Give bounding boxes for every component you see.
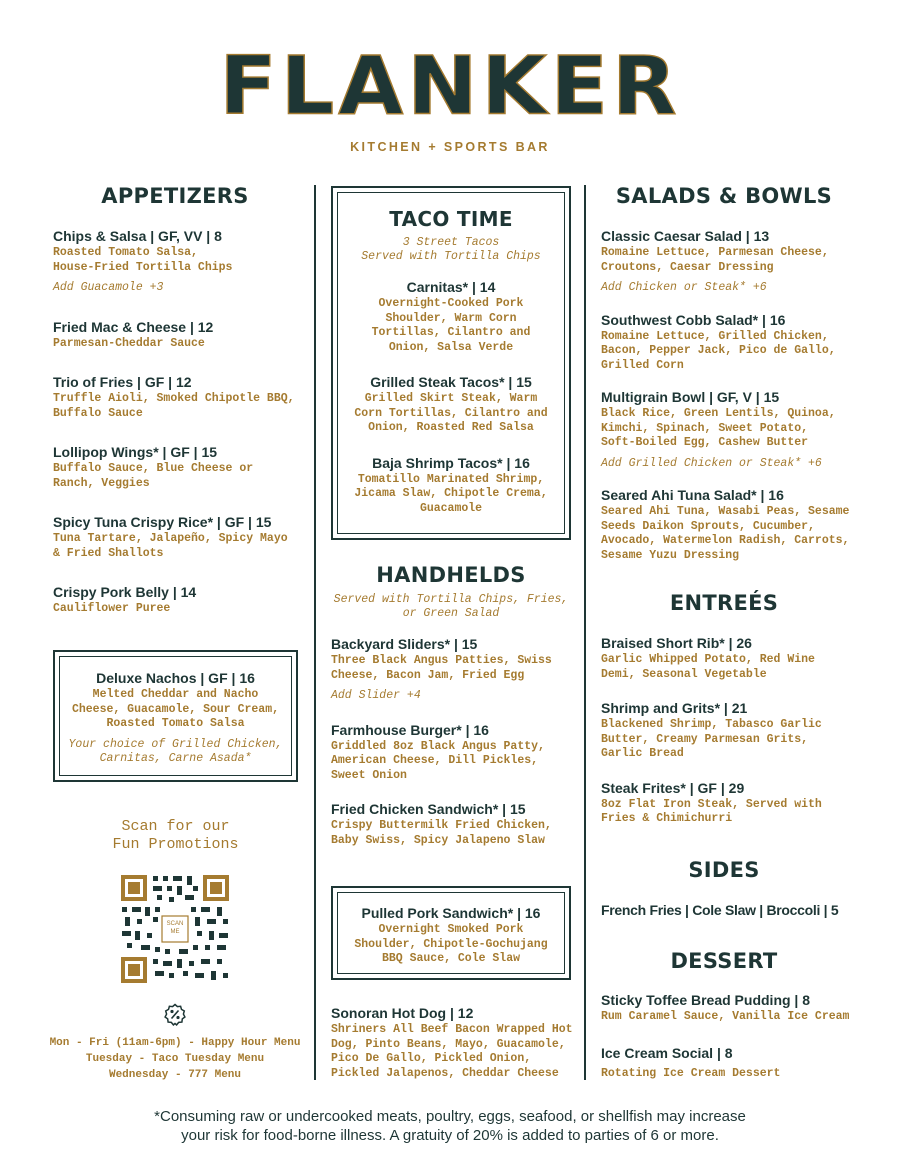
item-description: Romaine Lettuce, Parmesan Cheese, Croutons, Caesar Dressing (601, 246, 829, 274)
column-divider-right (584, 185, 586, 1080)
handhelds-heading: HANDHELDS (376, 563, 526, 587)
pulled-pork-box (331, 886, 571, 980)
item-description: Cauliflower Puree (53, 602, 171, 615)
item-description: Rotating Ice Cream Dessert (601, 1066, 781, 1080)
item-title: Braised Short Rib* | 26 (601, 635, 752, 651)
item-title: Chips & Salsa | GF, VV | 8 (53, 228, 222, 244)
menu-item (601, 699, 851, 762)
qr-center-label: SCAN ME (166, 921, 184, 935)
item-addon: Add Chicken or Steak* +6 (601, 281, 767, 294)
item-title: Trio of Fries | GF | 12 (53, 374, 192, 390)
promo-line: Tuesday - Taco Tuesday Menu (85, 1053, 265, 1065)
item-title: Deluxe Nachos | GF | 16 (96, 670, 255, 686)
entrees-heading: ENTREÉS (669, 591, 779, 615)
item-description: Truffle Aioli, Smoked Chipotle BBQ, Buffalo Sauce (53, 392, 295, 420)
handhelds-section (331, 562, 571, 848)
item-description: Tuna Tartare, Jalapeño, Spicy Mayo & Fried Shallots (53, 532, 288, 560)
item-title: Southwest Cobb Salad* | 16 (601, 311, 786, 328)
item-description: Garlic Whipped Potato, Red Wine Demi, Seasonal Vegetable (601, 653, 815, 681)
item-description: 8oz Flat Iron Steak, Served with Fries & Chimichurri (601, 797, 822, 825)
item-title: Seared Ahi Tuna Salad* | 16 (601, 487, 784, 503)
dessert-section (601, 948, 851, 1081)
menu-item (53, 443, 303, 491)
item-title: Lollipop Wings* | GF | 15 (53, 444, 218, 460)
item-title: Farmhouse Burger* | 16 (331, 721, 489, 738)
item-title: Pulled Pork Sandwich* | 16 (361, 905, 541, 921)
dessert-heading: DESSERT (670, 949, 778, 973)
item-addon: Add Grilled Chicken or Steak* +6 (601, 456, 822, 470)
column-divider-left (314, 185, 316, 1080)
taco-time-heading: TACO TIME (389, 207, 513, 231)
item-title: Classic Caesar Salad | 13 (601, 228, 770, 244)
menu-item (333, 278, 569, 355)
menu-item (331, 635, 571, 704)
item-description: Black Rice, Green Lentils, Quinoa, Kimchi, Spinach, Sweet Potato, Soft-Boiled Egg, Cashew Butter (601, 407, 836, 449)
brand-tagline: KITCHEN + SPORTS BAR (350, 140, 550, 154)
item-description: Blackened Shrimp, Tabasco Garlic Butter, Creamy Parmesan Grits, Garlic Bread (601, 718, 822, 760)
menu-item (333, 454, 569, 517)
handhelds-subtitle: Served with Tortilla Chips, Fries, or Green Salad (333, 593, 569, 620)
item-description: Romaine Lettuce, Grilled Chicken, Bacon, Pepper Jack, Pico de Gallo, Grilled Corn (601, 329, 836, 372)
sides-section (601, 857, 851, 919)
item-description: Roasted Tomato Salsa, House-Fried Tortilla Chips (53, 246, 233, 274)
menu-item (331, 1004, 576, 1081)
nachos-feature-box (53, 650, 298, 782)
brand-header (0, 39, 900, 154)
item-description: Griddled 8oz Black Angus Patty, American Cheese, Dill Pickles, Sweet Onion (331, 739, 545, 782)
item-title: Sticky Toffee Bread Pudding | 8 (601, 992, 811, 1008)
menu-item (601, 779, 851, 827)
item-description: Overnight-Cooked Pork Shoulder, Warm Corn Tortillas, Cilantro and Onion, Salsa Verde (371, 297, 531, 354)
item-title: Shrimp and Grits* | 21 (601, 700, 748, 716)
salads-heading: SALADS & BOWLS (615, 184, 833, 208)
menu-item (53, 513, 303, 561)
menu-item (601, 388, 851, 471)
item-title: Fried Mac & Cheese | 12 (53, 318, 214, 335)
item-title: Carnitas* | 14 (406, 279, 496, 295)
item-description: Seared Ahi Tuna, Wasabi Peas, Sesame Seeds Daikon Sprouts, Cucumber, Avocado, Watermelon Radish, Carrots, Sesame Yuzu Dressing (601, 505, 850, 562)
menu-item (601, 486, 851, 563)
promo-line: Mon - Fri (11am-6pm) - Happy Hour Menu (49, 1037, 301, 1049)
menu-item (53, 227, 303, 296)
item-title: Ice Cream Social | 8 (601, 1044, 733, 1061)
taco-time-subtitle: 3 Street Tacos Served with Tortilla Chips (361, 236, 541, 263)
item-description: Shriners All Beef Bacon Wrapped Hot Dog, Pinto Beans, Mayo, Guacamole, Pico De Gallo, Pickled Onion, Pickled Jalapenos, Cheddar Cheese (331, 1023, 573, 1080)
item-title: Steak Frites* | GF | 29 (601, 779, 745, 796)
item-title: Multigrain Bowl | GF, V | 15 (601, 389, 780, 405)
item-description: Crispy Buttermilk Fried Chicken, Baby Swiss, Spicy Jalapeno Slaw (331, 819, 552, 847)
menu-item (601, 311, 851, 374)
menu-item (601, 991, 851, 1025)
item-description: Grilled Skirt Steak, Warm Corn Tortillas, Cilantro and Onion, Roasted Red Salsa (354, 392, 548, 434)
entrees-section (601, 590, 851, 827)
item-title: Baja Shrimp Tacos* | 16 (372, 454, 530, 471)
item-description: Melted Cheddar and Nacho Cheese, Guacamole, Sour Cream, Roasted Tomato Salsa (71, 688, 280, 730)
percent-badge-icon (163, 1003, 187, 1027)
item-description: Overnight Smoked Pork Shoulder, Chipotle-Gochujang BBQ Sauce, Cole Slaw (354, 923, 548, 965)
item-title: Crispy Pork Belly | 14 (53, 584, 197, 600)
appetizers-section (53, 183, 303, 617)
menu-item (331, 721, 571, 784)
menu-item (601, 634, 851, 682)
brand-logo: FLANKER (219, 39, 681, 133)
item-addon: Your choice of Grilled Chicken, Carnitas, Carne Asada* (68, 737, 283, 765)
sides-line: French Fries | Cole Slaw | Broccoli | 5 (601, 902, 839, 918)
footer-disclaimer: *Consuming raw or undercooked meats, poultry, eggs, seafood, or shellfish may increase your risk for food-borne illness. A gratuity of 20% is added to parties of 6 or more. (154, 1108, 746, 1144)
item-description: Buffalo Sauce, Blue Cheese or Ranch, Veggies (53, 462, 254, 490)
menu-item (333, 373, 569, 436)
item-title: Spicy Tuna Crispy Rice* | GF | 15 (53, 514, 272, 530)
promo-line: Wednesday - 777 Menu (108, 1069, 242, 1081)
item-description: Rum Caramel Sauce, Vanilla Ice Cream (601, 1010, 850, 1023)
item-addon: Add Slider +4 (331, 689, 421, 702)
menu-item (53, 373, 303, 421)
qr-code[interactable] (119, 873, 231, 985)
sides-heading: SIDES (688, 858, 760, 882)
item-description: Parmesan-Cheddar Sauce (53, 336, 205, 350)
item-title: Grilled Steak Tacos* | 15 (370, 374, 532, 390)
item-description: Three Black Angus Patties, Swiss Cheese, Bacon Jam, Fried Egg (331, 654, 552, 682)
menu-item (53, 318, 303, 352)
appetizers-heading: APPETIZERS (101, 184, 249, 208)
promo-scan-text: Scan for our Fun Promotions (112, 818, 239, 853)
item-description: Tomatillo Marinated Shrimp, Jicama Slaw, Chipotle Crema, Guacamole (354, 472, 548, 515)
item-title: Sonoran Hot Dog | 12 (331, 1005, 474, 1021)
promo-schedule (40, 1035, 310, 1083)
menu-item (53, 583, 303, 617)
item-title: Fried Chicken Sandwich* | 15 (331, 801, 526, 817)
menu-item (331, 800, 571, 848)
item-title: Backyard Sliders* | 15 (331, 636, 478, 652)
promo-section (53, 818, 298, 854)
taco-time-box (331, 186, 571, 540)
menu-item (601, 227, 851, 296)
menu-item (601, 1044, 851, 1082)
item-addon: Add Guacamole +3 (53, 281, 164, 294)
salads-section (601, 183, 851, 563)
